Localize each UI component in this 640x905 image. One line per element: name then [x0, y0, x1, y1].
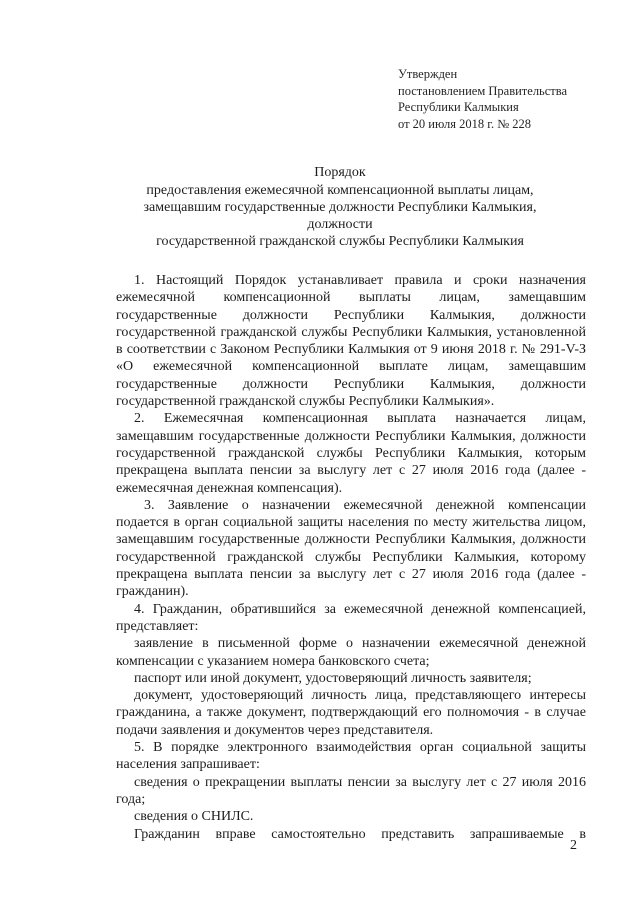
paragraph-1 — [116, 272, 586, 410]
text-line: гражданина, а также документ, подтверждающий его полномочия - в случае — [116, 705, 586, 721]
paragraph-5 — [116, 739, 586, 774]
paragraph-4-item-b — [116, 670, 586, 687]
text-line: государственные должности Республики Калмыкия, должности — [116, 376, 586, 392]
text-line: представляет: — [116, 618, 199, 634]
text-line: замещавшим государственные должности Республики Калмыкия, должности — [116, 428, 586, 444]
text-line: ежемесячная денежная компенсация). — [116, 480, 343, 496]
text-line: населения запрашивает: — [116, 757, 260, 773]
text-line: 3. Заявление о назначении ежемесячной денежной компенсации — [144, 497, 586, 513]
paragraph-4-item-c — [116, 687, 586, 739]
paragraph-4-item-a — [116, 635, 586, 670]
paragraph-5-item-a — [116, 774, 586, 809]
paragraph-5-item-b — [116, 808, 586, 825]
text-line: государственной гражданской службы Республики Калмыкия, установленной — [116, 324, 586, 340]
text-line: прекращена выплата пенсии за выслугу лет с 27 июля 2016 года (далее - — [116, 463, 586, 479]
text-line: государственной гражданской службы Республики Калмыкия, которому — [116, 549, 586, 565]
document-title: Порядок — [314, 165, 366, 180]
document-subtitle-line: замещавшим государственные должности Республики Калмыкия, должности — [143, 200, 537, 232]
text-line: сведения о СНИЛС. — [134, 809, 254, 825]
text-line: замещавшим государственные должности Республики Калмыкия, должности — [116, 532, 586, 548]
document-body — [116, 272, 586, 843]
document-subtitle-line: государственной гражданской службы Республики Калмыкия — [156, 234, 524, 249]
text-line: государственной гражданской службы Республики Калмыкия». — [116, 394, 495, 410]
text-line: Гражданин вправе самостоятельно представить запрашиваемые в — [134, 826, 586, 842]
text-line: сведения о прекращении выплаты пенсии за выслугу лет с 27 июля 2016 — [134, 774, 586, 790]
text-line: паспорт или иной документ, удостоверяющий личность заявителя; — [134, 670, 532, 686]
text-line: 2. Ежемесячная компенсационная выплата назначается лицам, — [134, 411, 586, 427]
approval-line: от 20 июля 2018 г. № 228 — [398, 116, 532, 131]
approval-line: Республики Калмыкия — [398, 100, 519, 114]
text-line: документ, удостоверяющий личность лица, представляющего интересы — [134, 688, 586, 704]
approval-line: постановлением Правительства — [398, 83, 568, 98]
text-line: в соответствии с Законом Республики Калмыкия от 9 июня 2018 г. № 291-V-З — [116, 342, 586, 358]
text-line: компенсации с указанием номера банковского счета; — [116, 653, 430, 669]
approval-line: Утвержден — [398, 67, 458, 81]
text-line: заявление в письменной форме о назначении ежемесячной денежной — [134, 636, 586, 652]
paragraph-2 — [116, 410, 586, 496]
text-line: ежемесячной компенсационной выплаты лицам, замещавшим — [116, 290, 586, 306]
paragraph-6 — [116, 826, 586, 843]
approval-stamp — [398, 66, 613, 132]
text-line: государственные должности Республики Калмыкия, должности — [116, 307, 586, 323]
text-line: 4. Гражданин, обратившийся за ежемесячной денежной компенсацией, — [134, 601, 586, 617]
text-line: 1. Настоящий Порядок устанавливает правила и сроки назначения — [134, 273, 586, 288]
text-line: прекращена выплата пенсии за выслугу лет с 27 июля 2016 года (далее - — [116, 567, 586, 583]
text-line: «О ежемесячной компенсационной выплате лицам, замещавшим — [116, 359, 586, 375]
text-line: подается в орган социальной защиты населения по месту жительства лицом, — [116, 515, 586, 531]
paragraph-3 — [116, 497, 586, 601]
text-line: подачи заявления и документов через представителя. — [116, 722, 434, 738]
document-title-block — [110, 164, 570, 250]
document-subtitle-line: предоставления ежемесячной компенсационной выплаты лицам, — [146, 183, 534, 198]
page-number: 2 — [570, 838, 577, 853]
text-line: гражданин). — [116, 584, 189, 600]
text-line: 5. В порядке электронного взаимодействия орган социальной защиты — [134, 740, 586, 756]
paragraph-4 — [116, 601, 586, 636]
text-line: года; — [116, 791, 146, 807]
text-line: государственной гражданской службы Республики Калмыкия, которым — [116, 445, 586, 461]
